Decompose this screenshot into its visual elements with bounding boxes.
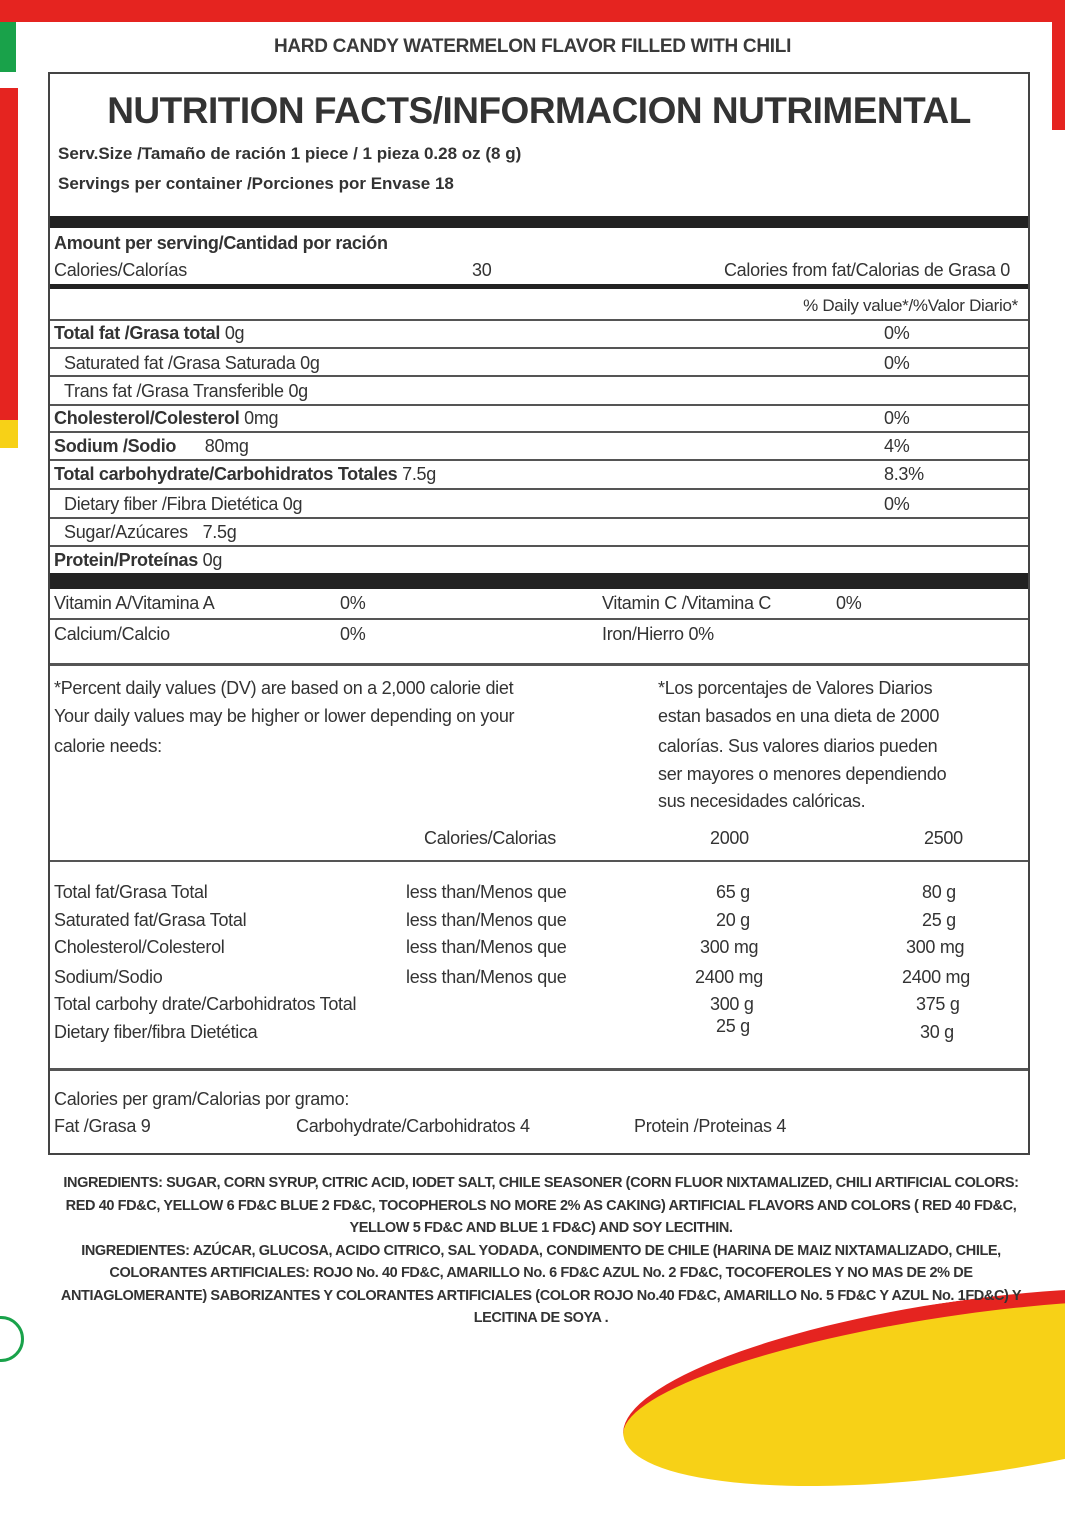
footnote-en-line: calorie needs: [54, 736, 162, 756]
calories-from-fat: Calories from fat/Calorias de Grasa 0 [723, 260, 1010, 280]
reference-2500: 300 mg [906, 937, 965, 957]
nutrition-facts-panel [48, 72, 1030, 1155]
daily-value-header: % Daily value*/%Valor Diario* [803, 296, 1018, 315]
reference-label: Dietary fiber/fibra Dietética [54, 1022, 258, 1042]
calories-per-gram-label: Calories per gram/Calorias por gramo: [54, 1089, 350, 1109]
ingredients-en-label: INGREDIENTS: [63, 1175, 163, 1191]
footnote-en-line: *Percent daily values (DV) are based on a 2,000 calorie diet [54, 678, 514, 698]
ingredients-es-text: AZÚCAR, GLUCOSA, ACIDO CITRICO, SAL YODADA, CONDIMENTO DE CHILE (HARINA DE MAIZ NIXTAMALIZADO, CHILE, COLORANTES ARTIFICIALES: ROJO No. 40 FD&C, AMARILLO No. 6 FD&C AZUL No. 2 FD&C, TOCOFEROLES Y NO MAS DE 2% DE ANTIAGLOMERANTE) SABORIZANTES Y COLORANTES ARTIFICIALES (COLOR ROJO No.40 FD&C, AMARILLO No. 5 FD&C Y AZUL No. 1FD&C) Y LECITINA DE SOYA . [60, 1242, 1022, 1326]
vitamin-c-label: Vitamin C /Vitamina C [602, 593, 772, 613]
divider [50, 375, 1028, 377]
nutrient-dv: 0% [884, 323, 910, 343]
nutrient-label: Saturated fat /Grasa Saturada 0g [64, 353, 320, 373]
nutrient-label: Sodium /Sodio 80mg [54, 436, 249, 456]
product-title: HARD CANDY WATERMELON FLAVOR FILLED WITH CHILI [273, 36, 792, 57]
reference-2500: 2400 mg [902, 967, 970, 987]
package-background-yellow-left [0, 420, 18, 448]
divider-thick [50, 216, 1028, 228]
reference-2500: 375 g [916, 994, 960, 1014]
reference-label: Saturated fat/Grasa Total [54, 910, 247, 930]
reference-col-2500: 2500 [924, 828, 963, 848]
reference-2000: 2400 mg [695, 967, 763, 987]
footnote-es-line: *Los porcentajes de Valores Diarios [658, 678, 933, 698]
package-background-red [0, 0, 1065, 22]
vitamin-c-value: 0% [836, 593, 862, 613]
calcium-value: 0% [340, 624, 366, 644]
divider [50, 319, 1028, 321]
amount-per-serving: Amount per serving/Cantidad por ración [54, 233, 388, 253]
nutrient-dv: 8.3% [884, 464, 924, 484]
reference-col-2000: 2000 [710, 828, 749, 848]
reference-calories-label: Calories/Calorias [424, 828, 556, 848]
reference-2000: 300 g [710, 994, 754, 1014]
iron-label: Iron/Hierro 0% [602, 624, 714, 644]
vitamin-a-value: 0% [340, 593, 366, 613]
reference-label: Sodium/Sodio [54, 967, 163, 987]
calories-per-gram-carb: Carbohydrate/Carbohidratos 4 [296, 1116, 530, 1136]
calcium-label: Calcium/Calcio [54, 624, 170, 644]
divider [50, 860, 1028, 862]
divider [50, 431, 1028, 433]
vitamin-a-label: Vitamin A/Vitamina A [54, 593, 215, 613]
calories-per-gram-fat: Fat /Grasa 9 [54, 1116, 151, 1136]
reference-2500: 25 g [922, 910, 956, 930]
nutrient-label: Trans fat /Grasa Transferible 0g [64, 381, 308, 401]
divider [50, 459, 1028, 461]
reference-2500: 30 g [920, 1022, 954, 1042]
nutrition-facts-title: NUTRITION FACTS/INFORMACION NUTRIMENTAL [107, 90, 971, 131]
serving-size: Serv.Size /Tamaño de ración 1 piece / 1 pieza 0.28 oz (8 g) [58, 144, 522, 163]
calories-value: 30 [472, 260, 492, 280]
ingredients-en [48, 1172, 1034, 1240]
nutrient-label: Sugar/Azúcares 7.5g [64, 522, 237, 542]
divider [50, 545, 1028, 547]
footnote-en-line: Your daily values may be higher or lower depending on your [54, 706, 515, 726]
servings-per-container: Servings per container /Porciones por Envase 18 [58, 174, 454, 193]
nutrient-dv: 0% [884, 353, 910, 373]
reference-label: Total fat/Grasa Total [54, 882, 208, 902]
divider [50, 618, 1028, 620]
reference-2500: 80 g [922, 882, 956, 902]
footnote-es-line: ser mayores o menores dependiendo [658, 764, 947, 784]
reference-qualifier: less than/Menos que [406, 937, 567, 957]
footnote-es-line: sus necesidades calóricas. [658, 791, 866, 811]
divider [50, 404, 1028, 406]
footnote-es-line: estan basados en una dieta de 2000 [658, 706, 940, 726]
footnote-es-line: calorías. Sus valores diarios pueden [658, 736, 938, 756]
nutrient-label: Total carbohydrate/Carbohidratos Totales 7.5g [54, 464, 436, 484]
nutrient-dv: 0% [884, 408, 910, 428]
ingredients-es [48, 1240, 1034, 1330]
divider [50, 347, 1028, 349]
nutrient-dv: 4% [884, 436, 910, 456]
package-background-red-left [0, 88, 18, 428]
nutrient-dv: 0% [884, 494, 910, 514]
reference-label: Total carbohy drate/Carbohidratos Total [54, 994, 357, 1014]
reference-2000: 20 g [716, 910, 750, 930]
reference-2000: 65 g [716, 882, 750, 902]
divider [50, 1068, 1028, 1071]
nutrient-label: Protein/Proteínas 0g [54, 550, 223, 570]
reference-qualifier: less than/Menos que [406, 967, 567, 987]
calories-per-gram-protein: Protein /Proteinas 4 [634, 1116, 787, 1136]
ingredients-es-label: INGREDIENTES: [81, 1242, 190, 1259]
reference-qualifier: less than/Menos que [406, 910, 567, 930]
ingredients-block [48, 1172, 1034, 1330]
reference-2000: 300 mg [700, 937, 759, 957]
ingredients-en-text: SUGAR, CORN SYRUP, CITRIC ACID, IODET SALT, CHILE SEASONER (CORN FLUOR NIXTAMALIZED, CHILI ARTIFICIAL COLORS: RED 40 FD&C, YELLOW 6 FD&C BLUE 2 FD&C, TOCOPHEROLS NO MORE 2% AS CAKING) ARTIFICIAL FLAVORS AND COLORS ( RED 40 FD&C, YELLOW 5 FD&C AND BLUE 1 FD&C) AND SOY LECITHIN. [65, 1175, 1019, 1236]
nutrient-label: Cholesterol/Colesterol 0mg [54, 408, 279, 428]
reference-2000: 25 g [716, 1016, 750, 1036]
divider [50, 517, 1028, 519]
reference-label: Cholesterol/Colesterol [54, 937, 225, 957]
divider [50, 488, 1028, 490]
nutrient-label: Dietary fiber /Fibra Dietética 0g [64, 494, 303, 514]
divider-medium [50, 284, 1028, 289]
divider [50, 663, 1028, 666]
calories-label: Calories/Calorías [54, 260, 187, 280]
nutrient-label: Total fat /Grasa total 0g [54, 323, 245, 343]
package-background-white-right [1052, 130, 1065, 1351]
reference-qualifier: less than/Menos que [406, 882, 567, 902]
divider-thick [50, 573, 1028, 589]
